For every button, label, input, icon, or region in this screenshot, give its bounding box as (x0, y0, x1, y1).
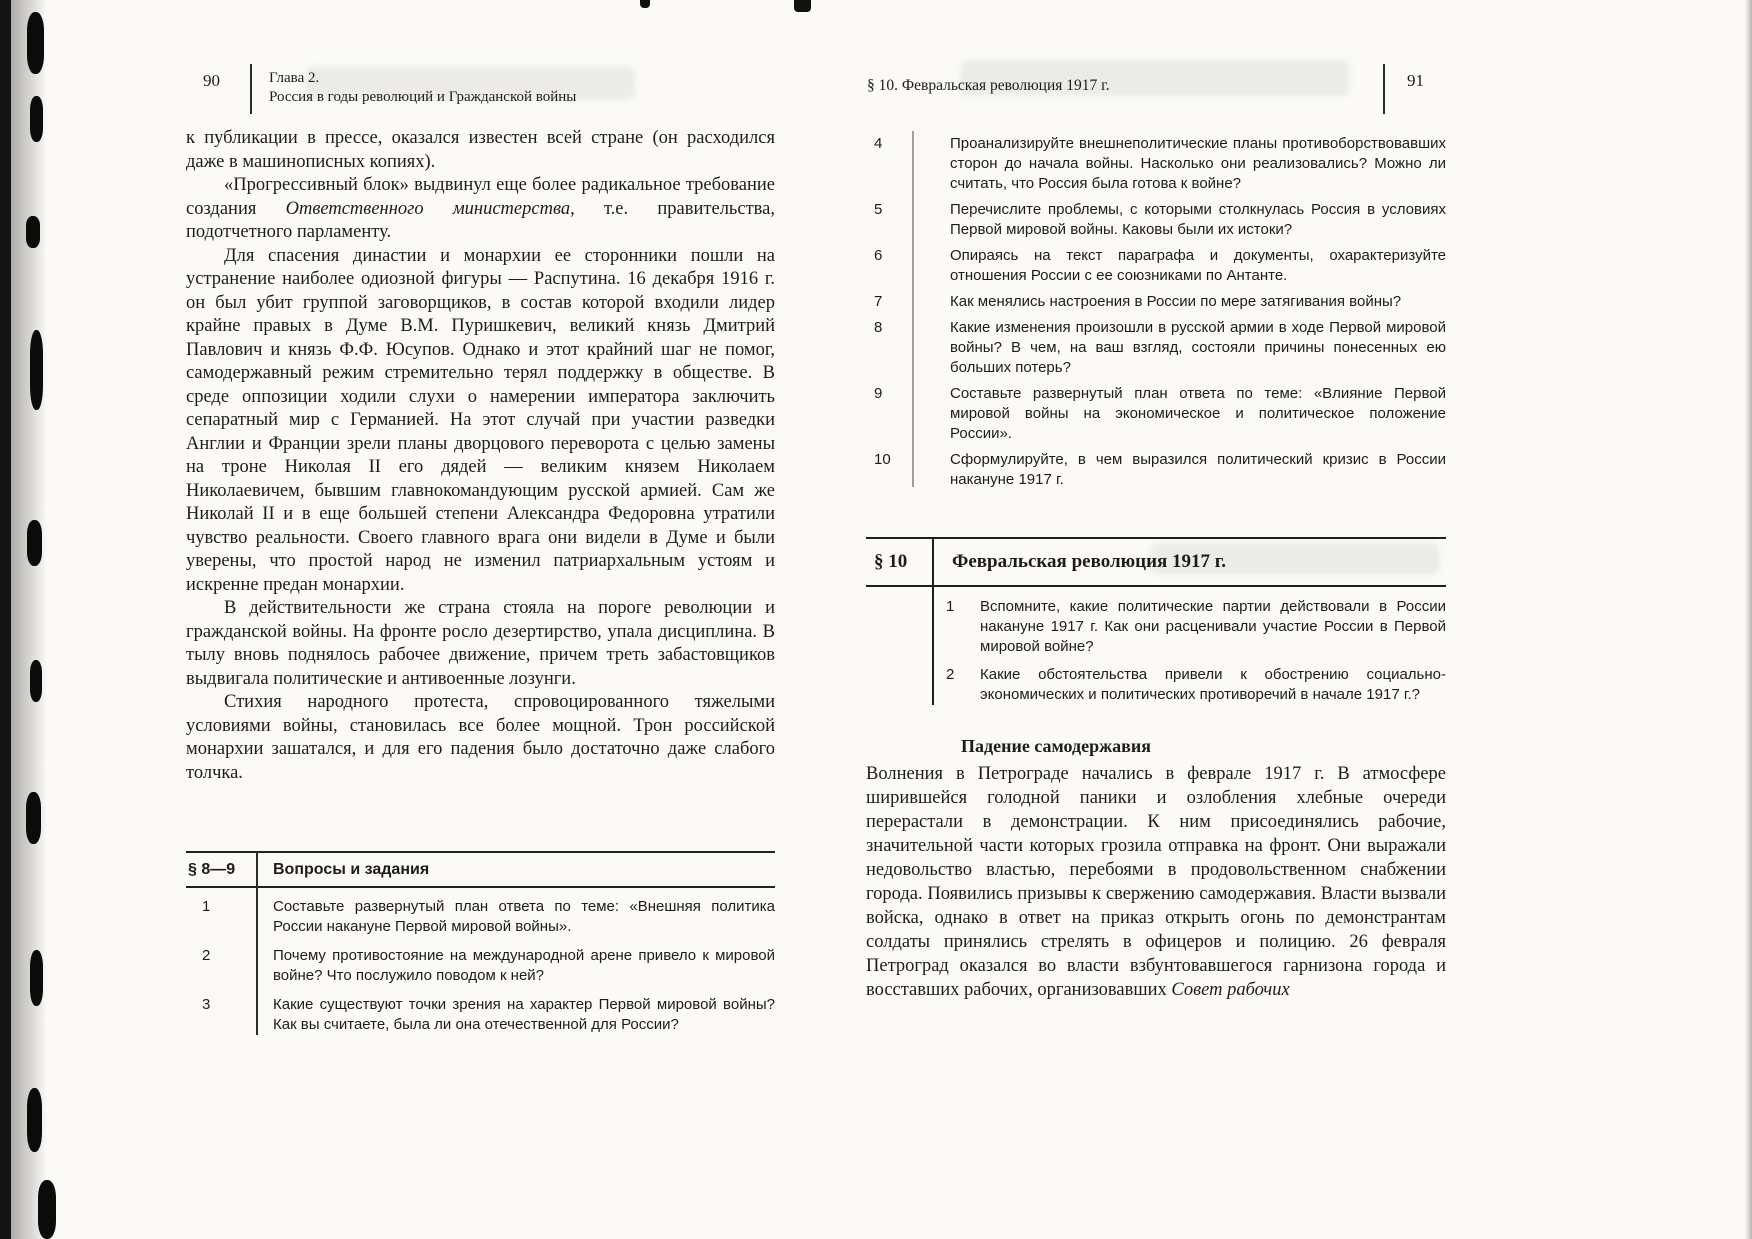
question-text: Как менялись настроения в России по мере затягивания войны? (950, 293, 1402, 310)
section-divider-line (932, 537, 934, 705)
questions-paragraph-label: § 8—9 (188, 860, 236, 878)
page-number-right: 91 (1407, 71, 1424, 90)
question-number: 8 (874, 319, 883, 336)
question-number: 10 (874, 451, 891, 468)
questions-continued-block (866, 128, 1446, 490)
subsection-heading: Падение самодержавия (960, 736, 1152, 756)
scan-mark (38, 1180, 56, 1239)
question-number: 3 (202, 996, 211, 1013)
question-number: 2 (946, 666, 955, 683)
question-text: Проанализируйте внешнеполитические планы противоборствовавших сторон до начала войны. Насколько они реализовались? Можно ли считать, что Россия была готова к войне? (950, 135, 1446, 192)
scan-mark (30, 950, 43, 1006)
question-item (932, 665, 1446, 705)
chapter-title: Россия в годы революций и Гражданской войны (269, 89, 577, 105)
question-item (866, 200, 1446, 240)
chapter-label: Глава 2. (269, 70, 320, 86)
running-head-title: § 10. Февральская революция 1917 г. (867, 77, 1110, 94)
question-number: 2 (202, 947, 211, 964)
italic-term: Совет рабочих (1171, 980, 1290, 1000)
question-text: Почему противостояние на международной арене привело к мировой войне? Что послужило поводом к ней? (273, 947, 775, 984)
scan-mark (794, 0, 811, 12)
question-text: Какие обстоятельства привели к обострению социально-экономических и политических противоречий в начале 1917 г.? (980, 666, 1446, 703)
question-number: 1 (202, 898, 211, 915)
scan-mark (27, 520, 42, 566)
chapter-heading (252, 64, 576, 107)
paragraph-text: , т.е. правительства, подотчетного парламенту. (186, 198, 775, 242)
binding-shadow (11, 0, 47, 1239)
section-intro-questions (932, 587, 1446, 705)
question-number: 7 (874, 293, 883, 310)
paragraph-text: «Прогрессивный блок» выдвинул еще более радикальное требование создания (186, 175, 775, 219)
question-text: Какие существуют точки зрения на характер Первой мировой войны? Как вы считаете, была ли она отечественной для России? (273, 996, 775, 1033)
section-10-block (866, 537, 1446, 705)
italic-term: Ответственного министерства (285, 198, 571, 219)
question-number: 4 (874, 135, 883, 152)
question-text: Опираясь на текст параграфа и документы, охарактеризуйте отношения России с ее союзниками по Антанте. (950, 247, 1446, 284)
body-paragraph: к публикации в прессе, оказался известен всей стране (он расходился даже в машинописных копиях). (186, 128, 775, 172)
questions-divider-line (912, 131, 914, 487)
questions-block (186, 851, 775, 1035)
binding-edge (0, 0, 11, 1239)
section-number: § 10 (874, 551, 908, 572)
left-running-head (203, 64, 576, 114)
section-header (866, 537, 1446, 587)
question-item (866, 318, 1446, 378)
question-item (866, 292, 1446, 312)
question-number: 9 (874, 385, 883, 402)
question-text: Вспомните, какие политические партии действовали в России накануне 1917 г. Как они расценивали участие России в Первой мировой войне? (980, 598, 1446, 655)
scan-mark (30, 660, 42, 702)
right-page-body (866, 762, 1446, 1002)
body-paragraph: Стихия народного протеста, спровоцированного тяжелыми условиями войны, становилась все более мощной. Трон российской монархии зашатался, и для его падения было достаточно даже слабого толчка. (186, 692, 775, 783)
question-number: 6 (874, 247, 883, 264)
question-item (866, 134, 1446, 194)
question-item (186, 946, 775, 986)
scan-mark (27, 1088, 42, 1152)
scan-mark (640, 0, 650, 8)
paragraph-text: Волнения в Петрограде начались в феврале 1917 г. В атмосфере ширившейся голодной паники и озлобления хлебные очереди перерастали в демонстрации. К ним присоединялись рабочие, значительной части которых грозила отправка на фронт. Они выражали недовольство властью, перебоями в продовольственном снабжении города. Появились призывы к свержению самодержавия. Власти вызвали войска, однако в ответ на приказ открыть огонь по демонстрантам солдаты принялись стрелять в офицеров и полицию. 26 февраля Петроград оказался во власти взбунтовавшегося гарнизона города и восставших рабочих, организовавших (866, 764, 1446, 1000)
question-item (186, 897, 775, 937)
question-text: Какие изменения произошли в русской армии в ходе Первой мировой войны? В чем, на ваш взгляд, состояли причины понесенных ею больших потерь? (950, 319, 1446, 376)
question-number: 5 (874, 201, 883, 218)
section-title: Февральская революция 1917 г. (952, 551, 1227, 572)
questions-divider-line (256, 851, 258, 1035)
scan-mark (27, 12, 44, 74)
right-running-head (867, 64, 1447, 114)
question-item (932, 597, 1446, 657)
scan-mark (30, 96, 43, 142)
body-paragraph (186, 174, 775, 245)
questions-header (186, 851, 775, 888)
scan-mark (30, 330, 43, 410)
question-item (186, 995, 775, 1035)
scan-mark (26, 216, 40, 248)
question-text: Составьте развернутый план ответа по теме: «Влияние Первой мировой войны на экономическое и политическое положение России». (950, 385, 1446, 442)
body-paragraph: В действительности же страна стояла на пороге революции и гражданской войны. На фронте росло дезертирство, упала дисциплина. В тылу вновь поднялось рабочее движение, причем треть забастовщиков выдвигала политические и антивоенные лозунги. (186, 598, 775, 689)
scan-mark (26, 792, 41, 844)
page-number-left: 90 (203, 71, 220, 90)
question-item (866, 384, 1446, 444)
page-edge-shadow (1745, 0, 1752, 1239)
body-paragraph: Для спасения династии и монархии ее сторонники пошли на устранение наиболее одиозной фигуры — Распутина. 16 декабря 1916 г. он был убит группой заговорщиков, в состав которой входили лидер крайне правых в Думе В.М. Пуришкевич, великий князь Дмитрий Павлович и князь Ф.Ф. Юсупов. Однако и этот крайний шаг не помог, самодержавный режим стремительно терял поддержку в обществе. В среде оппозиции ходили слухи о намерении императора заключить сепаратный мир с Германией. На этот случай при участии разведки Англии и Франции зрели планы дворцового переворота с целью замены на троне Николая II его дядей — великим князем Николаем Николаевичем, бывшим главнокомандующим русской армией. Сам же Николай II и в еще большей степени Александра Федоровна утратили чувство реальности. Своего главного врага они видели в Думе и были уверены, что простой народ не изменил патриархальным устоям и искренне предан монархии. (186, 245, 775, 595)
body-paragraph (866, 762, 1446, 1002)
question-item (866, 246, 1446, 286)
question-item (866, 450, 1446, 490)
question-number: 1 (946, 598, 955, 615)
question-text: Составьте развернутый план ответа по теме: «Внешняя политика России накануне Первой мировой войны». (273, 898, 775, 935)
questions-title: Вопросы и задания (273, 860, 430, 878)
question-text: Перечислите проблемы, с которыми столкнулась Россия в условиях Первой мировой войны. Каковы были их истоки? (950, 201, 1446, 238)
question-text: Сформулируйте, в чем выразился политический кризис в России накануне 1917 г. (950, 451, 1446, 488)
left-page-body (186, 127, 775, 785)
